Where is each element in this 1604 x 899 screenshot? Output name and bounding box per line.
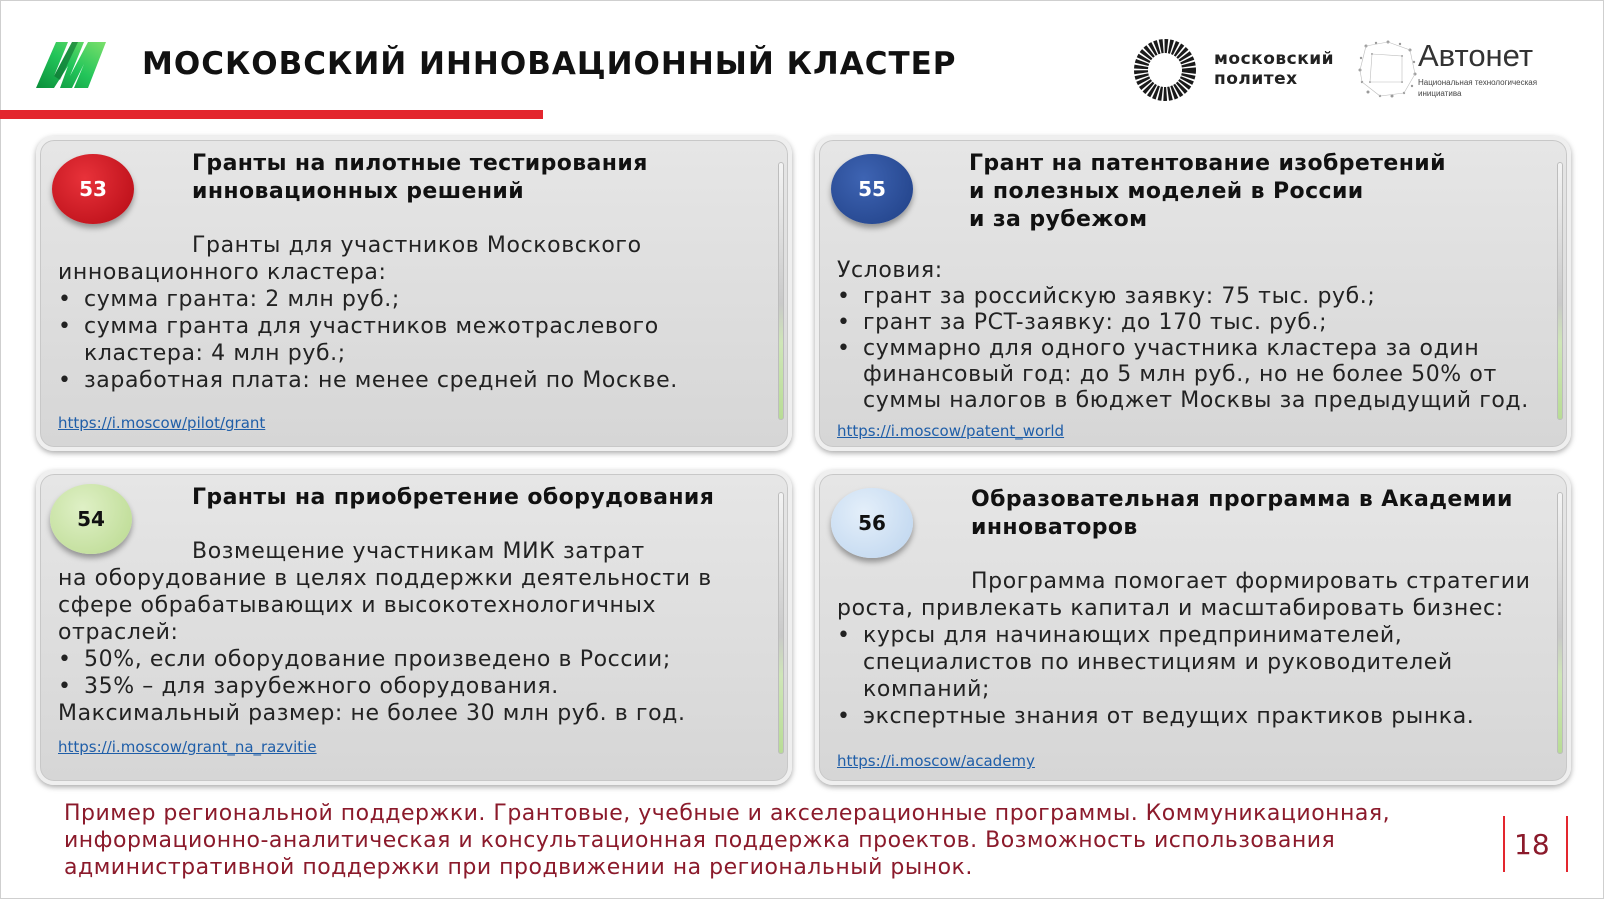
card-title-line3: и за рубежом xyxy=(969,207,1148,232)
list-item: • суммарно для одного участника кластера за один финансовый год: до 5 млн руб., но не более 50% от суммы налогов в бюджет Москвы за предыдущий год. xyxy=(837,336,1553,414)
list-item: • сумма гранта: 2 млн руб.; xyxy=(58,286,758,313)
list-item: • заработная плата: не менее средней по Москве. xyxy=(58,367,758,394)
card-body xyxy=(837,258,1553,414)
card-intro-line1: Возмещение участникам МИК затрат xyxy=(192,539,645,564)
card-title xyxy=(192,150,648,206)
polytech-line2: политех xyxy=(1214,69,1298,89)
card-link[interactable]: https://i.moscow/grant_na_razvitie xyxy=(58,738,317,756)
card-title-line1: Образовательная программа в Академии xyxy=(971,487,1513,512)
card-scrollbar[interactable] xyxy=(778,492,784,754)
list-item: • 35% – для зарубежного оборудования. xyxy=(58,673,758,700)
avtonet-logo-icon xyxy=(1356,38,1418,100)
card-number-badge: 55 xyxy=(831,154,913,224)
card-scrollbar[interactable] xyxy=(1557,162,1563,420)
card-title-line2: инновационных решений xyxy=(192,179,525,204)
avtonet-logo-name: Автонет xyxy=(1418,38,1534,73)
card-outro: Максимальный размер: не более 30 млн руб. в год. xyxy=(58,701,686,726)
card-title-line2: инноваторов xyxy=(971,515,1138,540)
card-scrollbar[interactable] xyxy=(778,162,784,420)
card-pilot-grants xyxy=(36,136,792,451)
list-item: • 50%, если оборудование произведено в России; xyxy=(58,646,758,673)
polytech-line1: московский xyxy=(1214,49,1335,69)
card-intro-line1: Программа помогает формировать стратегии xyxy=(971,569,1531,594)
card-title-line1: Гранты на пилотные тестирования xyxy=(192,151,648,176)
card-equipment-grants xyxy=(36,470,792,785)
card-link[interactable]: https://i.moscow/patent_world xyxy=(837,422,1065,440)
card-number-badge: 53 xyxy=(52,154,134,224)
polytech-logo-text xyxy=(1214,49,1334,89)
list-item: • грант за российскую заявку: 75 тыс. руб.; xyxy=(837,284,1553,310)
list-item: • экспертные знания от ведущих практиков рынка. xyxy=(837,703,1553,730)
card-link[interactable]: https://i.moscow/pilot/grant xyxy=(58,414,266,432)
card-number-badge: 54 xyxy=(50,484,132,554)
card-body xyxy=(58,232,758,394)
card-patent-grant xyxy=(815,136,1571,451)
card-scrollbar[interactable] xyxy=(1557,492,1563,754)
card-intro-line2: роста, привлекать капитал и масштабировать бизнес: xyxy=(837,596,1504,621)
avtonet-sub-line1: Национальная технологическая xyxy=(1418,78,1538,87)
card-title-line1: Гранты на приобретение оборудования xyxy=(192,485,715,510)
card-intro-line1: Гранты для участников Московского xyxy=(192,233,642,258)
card-title-line1: Грант на патентование изобретений xyxy=(969,151,1446,176)
card-body xyxy=(837,568,1553,730)
page-number: 18 xyxy=(1514,828,1550,861)
list-item: • курсы для начинающих предпринимателей, специалистов по инвестициям и руководителей компаний; xyxy=(837,622,1553,703)
page-title: МОСКОВСКИЙ ИННОВАЦИОННЫЙ КЛАСТЕР xyxy=(142,46,957,82)
page-number-divider xyxy=(1503,816,1505,872)
mik-logo-icon xyxy=(34,40,108,90)
list-item: • грант за PCT-заявку: до 170 тыс. руб.; xyxy=(837,310,1553,336)
card-title-line2: и полезных моделей в России xyxy=(969,179,1364,204)
card-intro-line2: инновационного кластера: xyxy=(58,260,387,285)
list-item: • сумма гранта для участников межотраслевого кластера: 4 млн руб.; xyxy=(58,313,758,367)
card-title xyxy=(969,150,1446,234)
card-title xyxy=(971,486,1513,542)
card-intro-line2: на оборудование в целях поддержки деятельности в сфере обрабатывающих и высокотехнологичных отраслей: xyxy=(58,566,712,645)
card-academy-program xyxy=(815,470,1571,785)
card-title xyxy=(192,484,714,512)
card-number-badge: 56 xyxy=(831,488,913,558)
card-body xyxy=(58,538,758,727)
card-link[interactable]: https://i.moscow/academy xyxy=(837,752,1035,770)
page-number-divider-right xyxy=(1566,816,1568,872)
polytech-logo-icon xyxy=(1133,38,1197,102)
avtonet-logo-subtitle xyxy=(1418,77,1548,99)
avtonet-sub-line2: инициатива xyxy=(1418,89,1462,98)
header-accent-bar xyxy=(0,110,543,119)
card-intro: Условия: xyxy=(837,258,943,283)
footer-note: Пример региональной поддержки. Грантовые, учебные и акселерационные программы. Коммуникационная, информационно-аналитическая и консультационная поддержка проектов. Возможность использования административной поддержки при продвижении на региональный рынок. xyxy=(64,801,1391,880)
